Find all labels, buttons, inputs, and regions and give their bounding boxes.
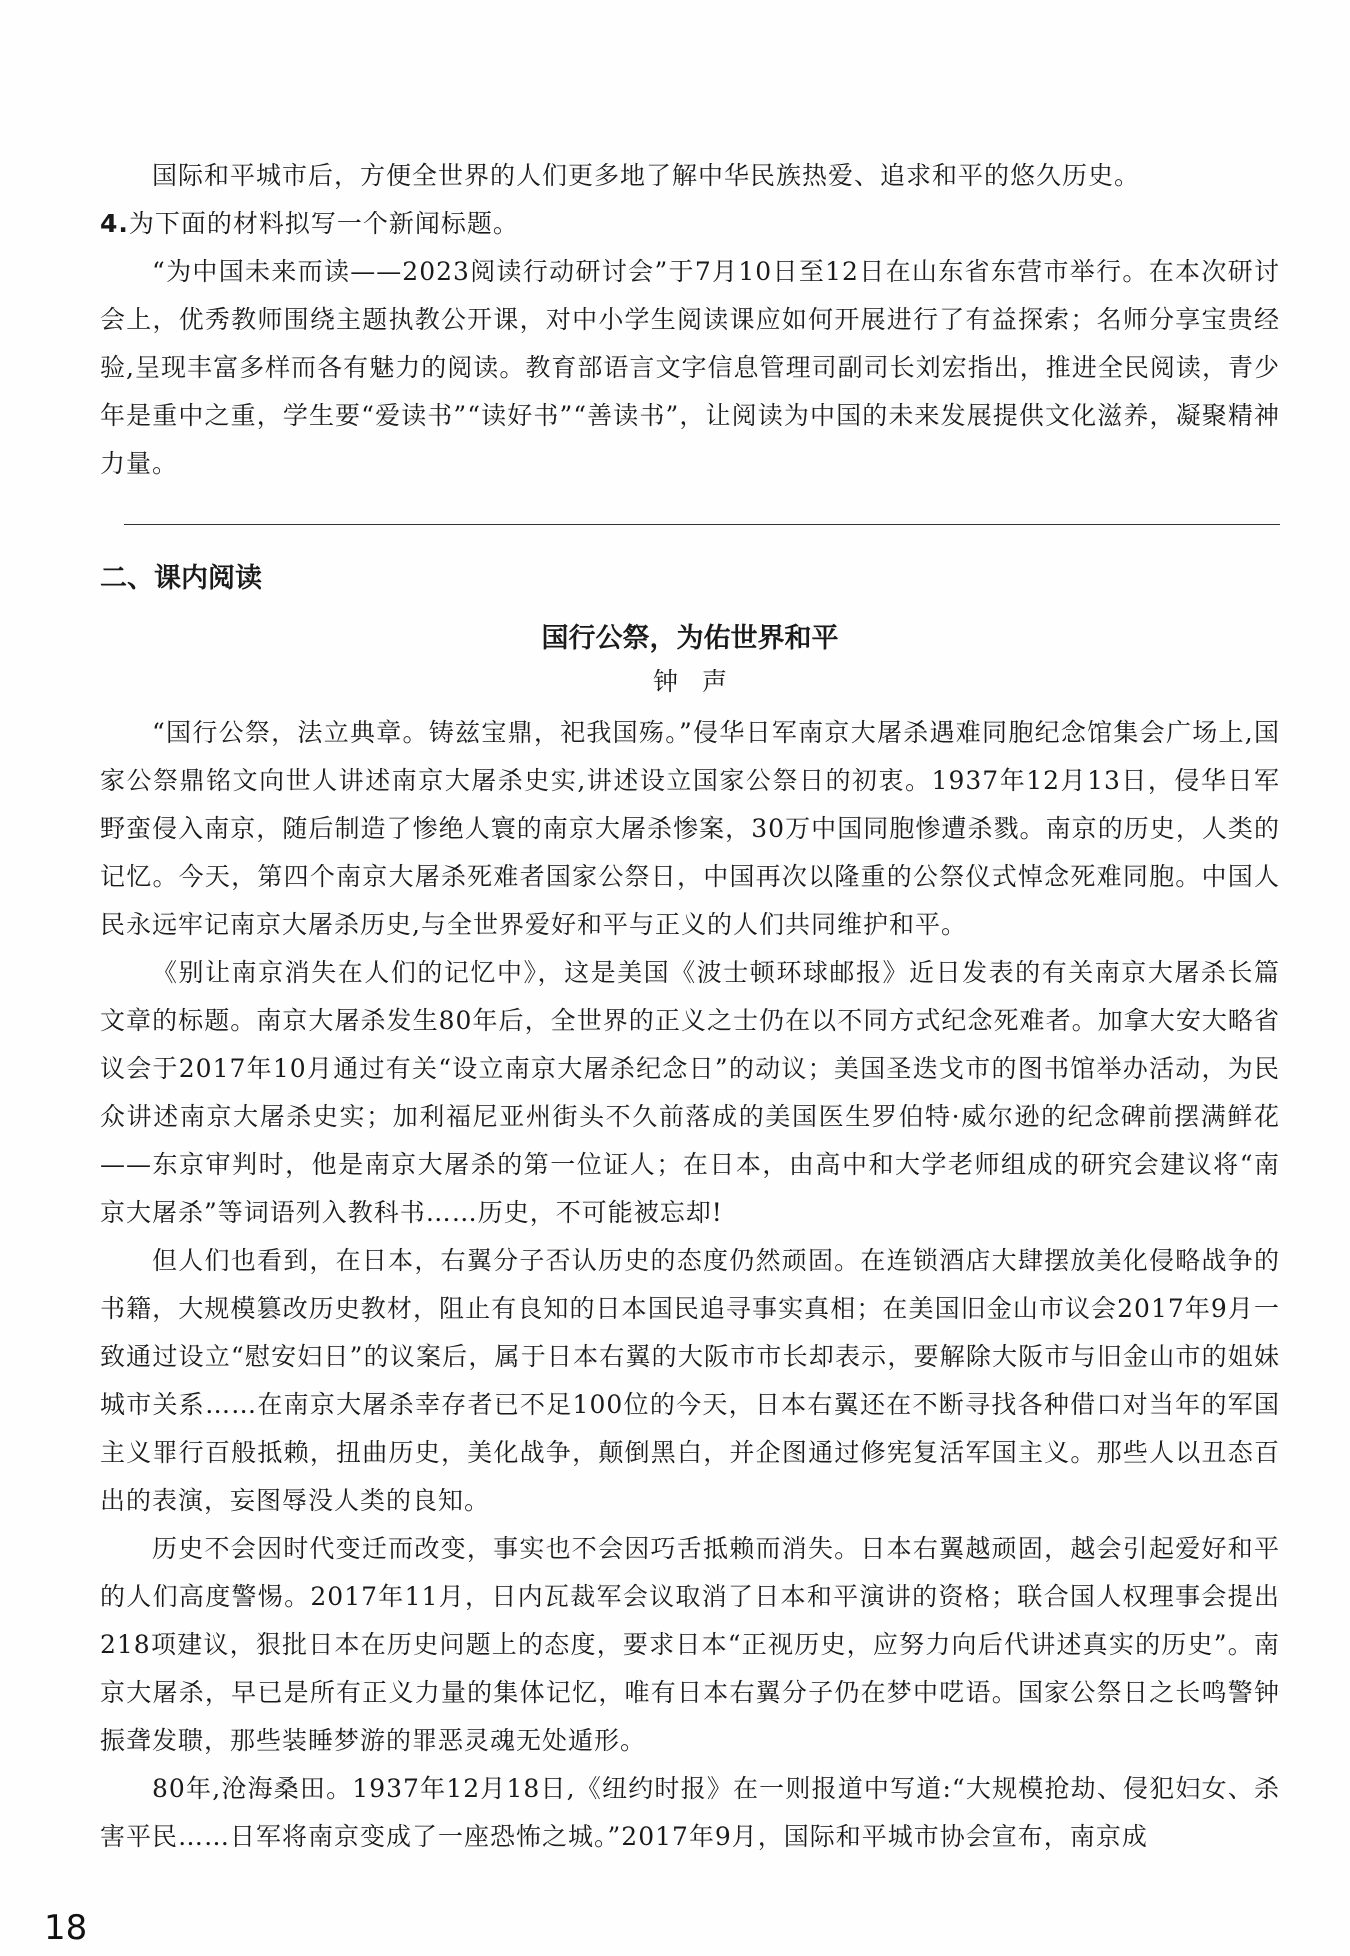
question-material: “为中国未来而读——2023阅读行动研讨会”于7月10日至12日在山东省东营市举行。在本次研讨会上，优秀教师围绕主题执教公开课，对中小学生阅读课应如何开展进行了有益探索；名师分享宝贵经验,呈现丰富多样而各有魅力的阅读。教育部语言文字信息管理司副司长刘宏指出，推进全民阅读，青少年是重中之重，学生要“爱读书”“读好书”“善读书”，让阅读为中国的未来发展提供文化滋养，凝聚精神力量。 bbox=[100, 257, 1280, 478]
question-prompt: 为下面的材料拟写一个新闻标题。 bbox=[128, 209, 519, 238]
article-paragraph-1: “国行公祭，法立典章。铸兹宝鼎，祀我国殇。”侵华日军南京大屠杀遇难同胞纪念馆集会广场上,国家公祭鼎铭文向世人讲述南京大屠杀史实,讲述设立国家公祭日的初衷。1937年12月13日，侵华日军野蛮侵入南京，随后制造了惨绝人寰的南京大屠杀惨案，30万中国同胞惨遭杀戮。南京的历史，人类的记忆。今天，第四个南京大屠杀死难者国家公祭日，中国再次以隆重的公祭仪式悼念死难同胞。中国人民永远牢记南京大屠杀历史,与全世界爱好和平与正义的人们共同维护和平。 bbox=[100, 718, 1280, 939]
article-paragraph-5: 80年,沧海桑田。1937年12月18日,《纽约时报》在一则报道中写道:“大规模抢劫、侵犯妇女、杀害平民……日军将南京变成了一座恐怖之城。”2017年9月，国际和平城市协会宣布，南京成 bbox=[100, 1774, 1280, 1851]
answer-line bbox=[124, 524, 1280, 525]
article-author: 钟声 bbox=[652, 667, 751, 696]
article-paragraph-2: 《别让南京消失在人们的记忆中》，这是美国《波士顿环球邮报》近日发表的有关南京大屠杀长篇文章的标题。南京大屠杀发生80年后，全世界的正义之士仍在以不同方式纪念死难者。加拿大安大略省议会于2017年10月通过有关“设立南京大屠杀纪念日”的动议；美国圣迭戈市的图书馆举办活动，为民众讲述南京大屠杀史实；加利福尼亚州街头不久前落成的美国医生罗伯特·威尔逊的纪念碑前摆满鲜花——东京审判时，他是南京大屠杀的第一位证人；在日本，由高中和大学老师组成的研究会建议将“南京大屠杀”等词语列入教科书……历史，不可能被忘却! bbox=[100, 958, 1280, 1227]
article-paragraph-4: 历史不会因时代变迁而改变，事实也不会因巧舌抵赖而消失。日本右翼越顽固，越会引起爱好和平的人们高度警惕。2017年11月，日内瓦裁军会议取消了日本和平演讲的资格；联合国人权理事会提出218项建议，狠批日本在历史问题上的态度，要求日本“正视历史，应努力向后代讲述真实的历史”。南京大屠杀，早已是所有正义力量的集体记忆，唯有日本右翼分子仍在梦中呓语。国家公祭日之长鸣警钟振聋发聩，那些装睡梦游的罪恶灵魂无处遁形。 bbox=[100, 1534, 1280, 1755]
question-number: 4. bbox=[100, 209, 129, 238]
question-4 bbox=[100, 200, 1280, 248]
section-title: 二、课内阅读 bbox=[100, 563, 262, 594]
page-number: 18 bbox=[44, 1908, 88, 1948]
article-title: 国行公祭，为佑世界和平 bbox=[541, 623, 839, 654]
article-paragraph-3: 但人们也看到，在日本，右翼分子否认历史的态度仍然顽固。在连锁酒店大肆摆放美化侵略战争的书籍，大规模篡改历史教材，阻止有良知的日本国民追寻事实真相；在美国旧金山市议会2017年9月一致通过设立“慰安妇日”的议案后，属于日本右翼的大阪市市长却表示，要解除大阪市与旧金山市的姐妹城市关系……在南京大屠杀幸存者已不足100位的今天，日本右翼还在不断寻找各种借口对当年的军国主义罪行百般抵赖，扭曲历史，美化战争，颠倒黑白，并企图通过修宪复活军国主义。那些人以丑态百出的表演，妄图辱没人类的良知。 bbox=[100, 1246, 1280, 1515]
page-content bbox=[100, 152, 1280, 1861]
continuation-paragraph: 国际和平城市后，方便全世界的人们更多地了解中华民族热爱、追求和平的悠久历史。 bbox=[152, 161, 1141, 190]
